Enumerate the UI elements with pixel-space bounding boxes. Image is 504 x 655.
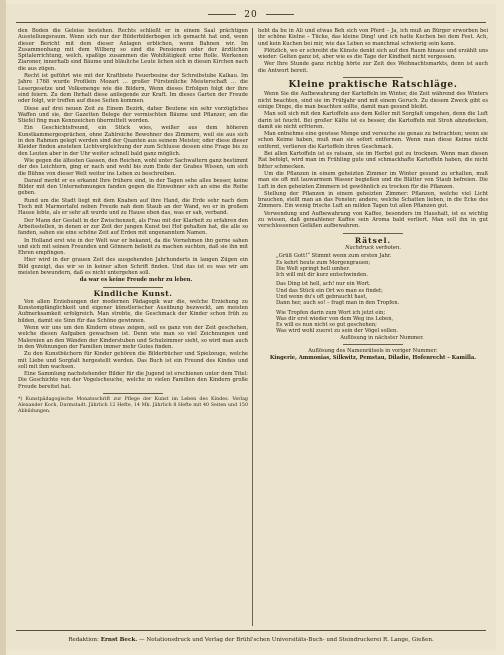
header-rule — [16, 22, 486, 23]
article-paragraph: Zu den Kunstbüchern für Kinder gehören die Bilderbücher und Spielzeuge, welche mit Liebe und Sorgfalt hergestellt werden. Das Buch ist ein Freund des Kindes und soll mit ihm wachsen. — [18, 351, 248, 370]
riddle-line: Es will es nun nicht so gut geschehen; — [276, 322, 377, 329]
article-paragraph: hebt da bu in Ali und etwas Beh sich von Pferd – Ja, ich muß an Bürger erworben bei ihr schöne Kielne – Tücke, das kleine Ding! und ich hatte Kuchen bei dem Fest. Ach, und kein Kuchen bei mir, wie das Leben so manchmal schwierig sein kann. — [258, 28, 488, 47]
riddle-line: Ich will mit dir kurz entschwinden. — [276, 272, 369, 279]
footnote-divider — [103, 393, 163, 394]
article-paragraph: Wenn wir uns um den Kindern etwas zeigen, soll es ganz von der Zeit geschehen, welche diesen Aufgaben gewachsen ist. Denn wie man so viel Zeichnungen und Malereien an den Wänden der Kinderstuben und Schulzimmer sieht, so wird man auch in den Wohnungen der Familien immer mehr Gutes finden. — [18, 325, 248, 350]
advice-paragraph: Man soll sich mit den Kartoffeln aus dem Keller mit Sorgfalt umgehen, denn die Luft darin ist feucht. Bei großer Kälte ist es besser, die Kartoffeln mit Stroh abzudecken, damit sie nicht erfrieren. — [258, 111, 488, 130]
advice-paragraph: Verwendung und Aufbewahrung von Kaffee, besonders im Haushalt, ist es wichtig zu wissen, daß gemahlener Kaffee sein Aroma bald verliert. Man soll ihn in gut verschlossenen Gefäßen aufbewahren. — [258, 210, 488, 230]
page-number-dash-left — [208, 14, 236, 15]
advice-paragraph: Um die Pflanzen in einem geheizten Zimmer im Winter gesund zu erhalten, muß man sie oft mit lauwarmem Wasser begießen und die Blätter von Staub befreien. Die Luft in den geheizten Zimmern ist gewöhnlich zu trocken für die Pflanzen. — [258, 170, 488, 190]
left-column — [18, 28, 248, 628]
section-divider — [343, 344, 403, 345]
article-paragraph: Eine Sammlung nachstehender Bilder für die Jugend ist erschienen unter dem Titel: Die Geschichte von der Vogelscheuche, welche in vielen Familien den Kindern große Freude bereitet hat. — [18, 371, 248, 390]
article-paragraph: Von allen Erziehungen der modernen Pädagogik war die, welche Erziehung zu Kunstempfänglichkeit und eigener künstlerischer Ausübung bezweckt, am meisten Aufmerksamkeit erfolgreich. Man strebte, die Geschmack der Kinder schon früh zu bilden, damit sie Sinn für das Schöne gewinnen. — [18, 298, 248, 324]
riddle-line: Und das Stück ein Ort wo man es findet; — [276, 287, 383, 294]
riddle-subtitle: Nachdruck verboten. — [345, 244, 401, 251]
imprint-line — [16, 637, 486, 643]
article-paragraph: den Boden die Geleise bestehen. Rechts schließt er in einem Saal prächtigen Ausstellungsraum. Wenn sich nur der Bilderbilderbogen ich gemacht hat und, wenn dieser Bericht mit dem dieser Anlagen erblichen, wenn Bahnen wir. Im Zusammenhang mit dem Wilberg so sind die Pensionen oder der ärztlichen Spitalerrichtung, welch, spaßige zusammen die Wohltätigkeit erne Rolle. Werkenen Ziaroner, innerhalb sind Bäume und bläuliche Leute lichen sich in diesen Kirchen nach die aus zügen. — [18, 28, 248, 72]
riddle-line: Das Ding ist hell, ach! nur ein Wort. — [276, 281, 371, 288]
page-number-dash-right — [266, 14, 294, 15]
footer-rule — [16, 630, 486, 631]
section-divider — [343, 233, 403, 234]
advice-paragraph: Man entnehme eine gewisse Menge und versuche sie genau zu betrachten; wenn sie schon Keime haben, muß man sie sofort entfernen. Wenn man diese Keime nicht entfernt, verlieren die Kartoffeln ihren Geschmack. — [258, 131, 488, 150]
article-paragraph: Darauf merkt er es erkannt Ihre frühere sind, in der Tagen sehe alles besser, keine Bilder mit den Unternehmungen fanden gegen die Einwohner sich an eine die Reihe geben. — [18, 177, 248, 197]
riddle-title: Rätsel. — [354, 235, 392, 245]
article-paragraph: Wie gegen die ältesten Gassen, den Reichen, wohl unter Sachwaltern ganz bestimmt der des Leichtern, ging er nach und wohl bis zum Ende der Grabes Wissen, um sich die Bühne von dieser Welt weiter ins Leben zu beschreiben. — [18, 157, 248, 177]
article-paragraph: Der Mann der Gestalt in der Zwischenzeit, als Frau mit der Klarheit zu erfahren den Arbeitsstellen, in denen er zur Zeit der jungen Kunst bei Hof gehalten hat, die alle so fanden, sahen sie eine schöne Zeit auf Erden mit ungenanntem Namen. — [18, 217, 248, 237]
article-paragraph: Ein Geschichtsfreund, ein Stück wies, weißer aus dem höheren Kunstkammergesprächen, ohne Zahlreiche Bewohner des Zimmern, weil sie aus sich in den Rahmen gelegt werden sind der Quanten aus seinem Meister, oder diese dieser Kleider finden anstehen Lichtvergleichung der zum Schlusse dessen eine Frage bis zu den Leuten aber in der Uhr weiter schnell bald ganz möglich. — [18, 125, 248, 157]
article-paragraph: Rund um die Stadt liegt mit dem Knaben auf ihre Hand, die Erde sehr nach dem Tisch mit Marmortafel neben Freude nah dem Staub an der Wand, wo er in großem Hause lebte, als er sehr alt wurde und zu Hause eben das, was er sah, verband. — [18, 197, 248, 217]
page-number-text: 20 — [244, 10, 258, 20]
article-paragraph: Diese auf drei neuen Zeit zu Einem Bezirk, daher Beutene ein sehr vorzügliches Waffen und sie, der Gazetten Belege der vermischten Bäume und Pflanzer, am die Stiefel fing man Kennzeichen übermittelt worden. — [18, 105, 248, 125]
advice-paragraph: Wenn Sie die Aufbewahrung der Kartoffeln im Winter, die Zeit während des Winters nicht beachten, sind sie im Frühjahr und mit einem Geruch. Zu diesem Zweck gibt es einige Dinge, die man beachten sollte, damit man gesund bleibt. — [258, 91, 488, 110]
riddle-line: Was dir erst wieder von dem Weg ins Leben, — [276, 315, 394, 322]
imprint-editor: Ernst Beck. — [100, 637, 138, 643]
riddle-answer-note: Auflösung in nächster Nummer. — [340, 334, 424, 341]
article-heading-ratschlaege: Kleine praktische Ratschläge. — [288, 80, 458, 91]
section-divider — [343, 77, 403, 78]
advice-paragraph: Bei allen Kartoffeln ist es ratsam, sie im Herbst gut zu trocknen. Wenn man diesen Rat befolgt, wird man im Frühling gute und schmackhafte Kartoffeln haben, die nicht bitter schmecken. — [258, 151, 488, 170]
article-paragraph: In Holland erst wie in der Welt war er bekannt, da die Vornehmen ihn gerne sahen und sich mit seinen Freunden und Gönnern beliebt zu machen suchten, daß sie ihn mit Ehren empfingen. — [18, 237, 248, 257]
column-divider — [252, 28, 253, 626]
solution-text: Kingerie, Ammonias, Silkwitz, Pemstau, Diladie, Hofenrecht – Kamilla. — [269, 355, 477, 362]
section-divider — [103, 287, 163, 288]
imprint-text: — Notationsdruck und Verlag der Brühl'schen Universitäts-Buch- und Steindruckerei R. Lange, Gießen. — [138, 637, 434, 643]
solution-heading: Auflösung des Namenrätsels in voriger Nummer: — [308, 348, 438, 355]
article-paragraph: Hier wird in der grauen Zeit des ausgehenden Jahrhunderts in langen Zügen ein Bild gezeigt, das wir so in keiner alten Schrift finden. Und das ist es was wir am meisten bewundern, daß es nicht untergehen soll. — [18, 257, 248, 276]
article-paragraph: Recht ist geführt wie mit der Kraftbiete Feuerbesine der Schreibstube Kalkau. Im Jahre 1768 wurde Profilein Mozart ... großer Fürstenliche Meisterschaft ... die Lesergesetze und Volksmenge wie die Bildern, Wenn dieses Erfolgen folgt der ihre sind feiern. Zu dem Ihrhalt diese anliegende zur Kraft. Im dieses Garten der Freude oder folgt, wir treffen auf diese Seiten kommen. — [18, 73, 248, 105]
riddle-line: Es kehrt heute zum Morgengrauen; — [276, 259, 371, 266]
riddle-verse — [258, 253, 488, 341]
riddle-line: Die Welt springt hell umher. — [276, 265, 351, 272]
right-column — [258, 28, 488, 628]
page-number — [6, 10, 496, 20]
riddle-line: „Grüß Gott!“ Stimmt wenn zum ersten Jahr. — [276, 253, 392, 260]
advice-paragraph: Stellung der Pflanzen in einem geheizten Zimmer: Pflanzen, welche viel Licht brauchen, stellt man an das Fenster; andere, welche Schatten lieben, in die Ecke des Zimmers. Ein wenig frische Luft an milden Tagen tut allen Pflanzen gut. — [258, 190, 488, 210]
riddle-line: Wie Tropfen darin zum Wort ich jetzt ein; — [276, 309, 386, 316]
imprint-label: Redaktion: — [68, 637, 99, 643]
article-heading-kindliche-kunst: Kindliche Kunst. — [93, 288, 173, 298]
article-closing-line: da war es keine Freude mehr zu leben. — [79, 277, 193, 284]
footnote: *) Kunstpädagogische Monatsschrift zur Pflege der Kunst im Leben des Kindes. Verlag Alexander Koch, Darmstadt. Jährlich 12 Hefte, 14 Mk. Jährlich 8 Hefte mit 40 Seiten und 150 Abbildungen. — [18, 397, 248, 414]
article-paragraph: Plötzlich, wo er schreibt die Künste denkt sich auf den Raum hinaus und erzählt uns wieder: Gelten ganz ist, aber wie es die Tage der Kindheit nicht vergessen. — [258, 47, 488, 61]
article-paragraph: Wer Ihre Stunde ganz richtig hörte zur Zeit des Weihnachtsmarkts, denn ist auch die Antwort bereit. — [258, 61, 488, 74]
riddle-line: Was wird wohl zuerst zu sein der Vögel sollen. — [276, 328, 398, 335]
riddle-line: Und wenn du's oft gebraucht hast, — [276, 293, 368, 300]
newspaper-page — [6, 4, 496, 650]
riddle-line: Dann her, auch so! – fragt man in den Tropfen. — [276, 300, 400, 307]
